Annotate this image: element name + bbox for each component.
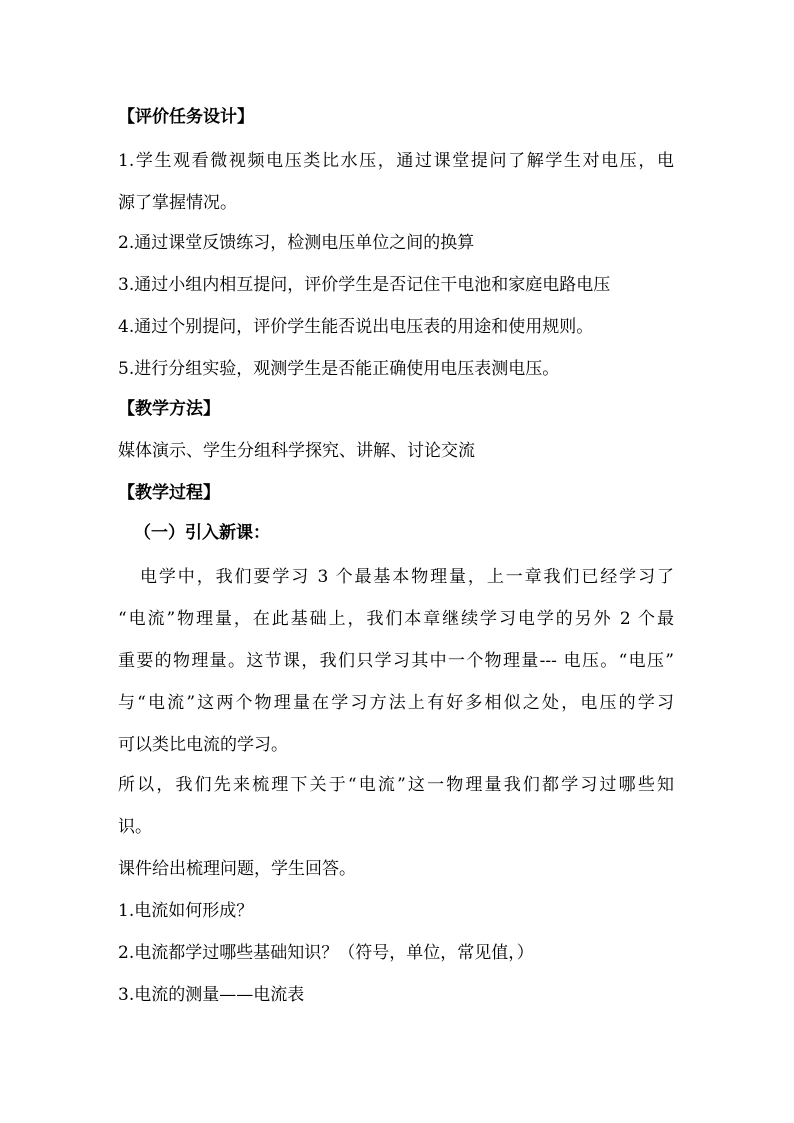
evaluation-item-4: 4.通过个别提问，评价学生能否说出电压表的用途和使用规则。	[118, 317, 594, 337]
review-paragraph-line-1: 所以，我们先来梳理下关于“电流”这一物理量我们都学习过哪些知	[118, 775, 674, 795]
evaluation-item-1-line-2: 源了掌握情况。	[118, 193, 237, 213]
evaluation-item-1-line-1: 1.学生观看微视频电压类比水压，通过课堂提问了解学生对电压，电	[118, 151, 674, 171]
intro-paragraph-line-1: 电学中，我们要学习 3 个最基本物理量，上一章我们已经学习了	[140, 567, 674, 587]
question-3: 3.电流的测量——电流表	[118, 985, 305, 1005]
intro-paragraph-line-5: 可以类比电流的学习。	[118, 735, 288, 755]
evaluation-heading: 【评价任务设计】	[118, 107, 254, 127]
process-subheading: （一）引入新课：	[134, 523, 270, 543]
intro-paragraph-line-2: “电流”物理量，在此基础上，我们本章继续学习电学的另外 2 个最	[118, 609, 674, 629]
process-heading: 【教学过程】	[118, 483, 220, 503]
evaluation-item-3: 3.通过小组内相互提问，评价学生是否记住干电池和家庭电路电压	[118, 275, 611, 295]
method-text: 媒体演示、学生分组科学探究、讲解、讨论交流	[118, 441, 475, 461]
review-paragraph-line-2: 识。	[118, 817, 152, 837]
evaluation-item-2: 2.通过课堂反馈练习，检测电压单位之间的换算	[118, 233, 475, 253]
evaluation-item-5: 5.进行分组实验，观测学生是否能正确使用电压表测电压。	[118, 359, 560, 379]
question-1: 1.电流如何形成？	[118, 901, 254, 921]
question-2: 2.电流都学过哪些基础知识？（符号，单位，常见值，）	[118, 943, 534, 963]
intro-paragraph-line-4: 与“电流”这两个物理量在学习方法上有好多相似之处，电压的学习	[118, 693, 674, 713]
intro-paragraph-line-3: 重要的物理量。这节课，我们只学习其中一个物理量--- 电压。“电压”	[118, 651, 674, 671]
courseware-instruction: 课件给出梳理问题，学生回答。	[118, 859, 356, 879]
method-heading: 【教学方法】	[118, 399, 220, 419]
